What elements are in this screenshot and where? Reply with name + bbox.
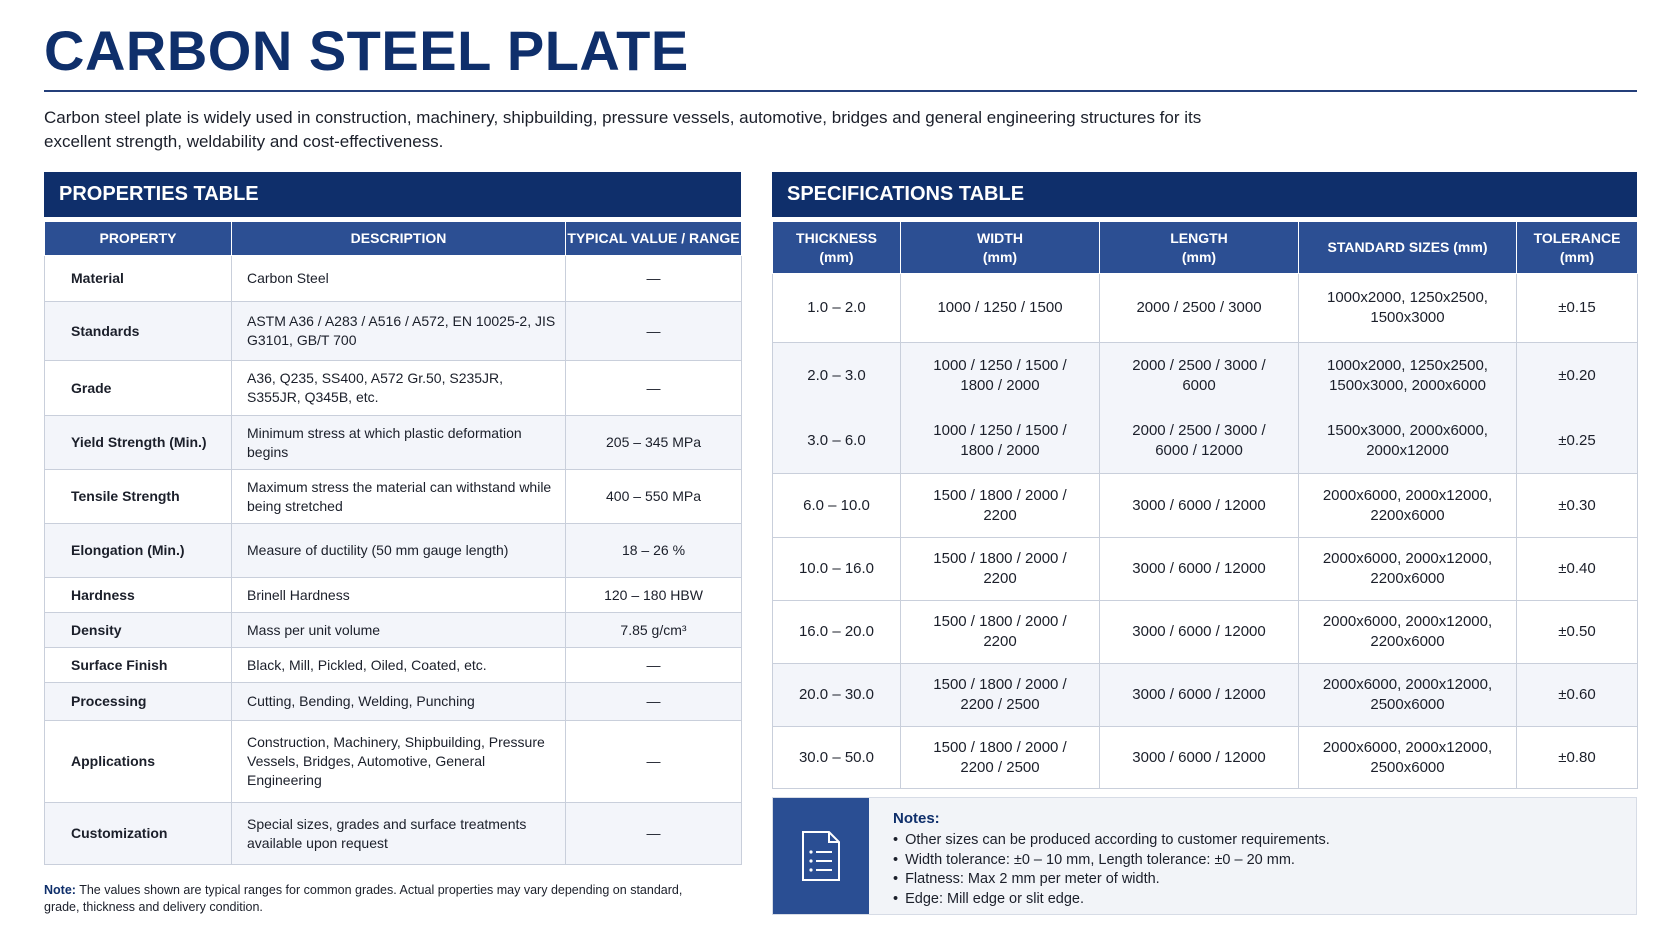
width-cell: 1000 / 1250 / 1500 / 1800 / 2000 [901, 343, 1100, 410]
property-name: Elongation (Min.) [45, 524, 232, 578]
property-name: Hardness [45, 578, 232, 613]
thickness-cell: 1.0 – 2.0 [773, 274, 901, 343]
table-row [45, 256, 742, 302]
column-header-description: DESCRIPTION [232, 222, 566, 256]
thickness-cell: 16.0 – 20.0 [773, 601, 901, 664]
property-name: Applications [45, 721, 232, 803]
table-row [45, 803, 742, 865]
tolerance-cell: ±0.80 [1517, 727, 1638, 789]
properties-footnote [44, 882, 694, 916]
width-cell: 1500 / 1800 / 2000 / 2200 [901, 538, 1100, 601]
length-cell: 2000 / 2500 / 3000 / 6000 [1100, 343, 1299, 410]
column-header-thickness: THICKNESS (mm) [773, 222, 901, 274]
property-value: 7.85 g/cm³ [566, 613, 742, 648]
document-list-icon [773, 798, 869, 914]
column-header-standard-sizes: STANDARD SIZES (mm) [1299, 222, 1517, 274]
table-row [773, 664, 1638, 727]
table-row [45, 648, 742, 683]
width-cell: 1500 / 1800 / 2000 / 2200 / 2500 [901, 727, 1100, 789]
property-value: — [566, 721, 742, 803]
table-row [773, 474, 1638, 538]
thickness-cell: 2.0 – 3.0 [773, 343, 901, 410]
length-cell: 2000 / 2500 / 3000 / 6000 / 12000 [1100, 410, 1299, 474]
property-description: Minimum stress at which plastic deformation begins [232, 416, 566, 470]
width-cell: 1500 / 1800 / 2000 / 2200 / 2500 [901, 664, 1100, 727]
footnote-text: The values shown are typical ranges for common grades. Actual properties may vary depending on standard, grade, thickness and delivery condition. [44, 883, 683, 914]
specifications-table-heading: SPECIFICATIONS TABLE [772, 172, 1637, 217]
column-header-property: PROPERTY [45, 222, 232, 256]
table-row [773, 274, 1638, 343]
property-name: Customization [45, 803, 232, 865]
standard-sizes-cell: 1000x2000, 1250x2500, 1500x3000 [1299, 274, 1517, 343]
table-row [773, 601, 1638, 664]
table-row [773, 410, 1638, 474]
thickness-cell: 20.0 – 30.0 [773, 664, 901, 727]
table-row [773, 538, 1638, 601]
property-value: 205 – 345 MPa [566, 416, 742, 470]
standard-sizes-cell: 1500x3000, 2000x6000, 2000x12000 [1299, 410, 1517, 474]
property-value: — [566, 803, 742, 865]
property-name: Tensile Strength [45, 470, 232, 524]
tolerance-cell: ±0.50 [1517, 601, 1638, 664]
list-item: • Width tolerance: ±0 – 10 mm, Length tolerance: ±0 – 20 mm. [893, 851, 1330, 871]
thickness-cell: 30.0 – 50.0 [773, 727, 901, 789]
property-value: — [566, 648, 742, 683]
width-cell: 1500 / 1800 / 2000 / 2200 [901, 474, 1100, 538]
property-description: Special sizes, grades and surface treatments available upon request [232, 803, 566, 865]
table-row [45, 721, 742, 803]
property-description: Black, Mill, Pickled, Oiled, Coated, etc. [232, 648, 566, 683]
property-description: ASTM A36 / A283 / A516 / A572, EN 10025-2, JIS G3101, GB/T 700 [232, 302, 566, 361]
standard-sizes-cell: 2000x6000, 2000x12000, 2500x6000 [1299, 664, 1517, 727]
tolerance-cell: ±0.30 [1517, 474, 1638, 538]
standard-sizes-cell: 2000x6000, 2000x12000, 2200x6000 [1299, 474, 1517, 538]
list-item: • Flatness: Max 2 mm per meter of width. [893, 870, 1330, 890]
properties-table [44, 221, 742, 865]
property-description: Construction, Machinery, Shipbuilding, Pressure Vessels, Bridges, Automotive, General Engineering [232, 721, 566, 803]
page-title: CARBON STEEL PLATE [44, 19, 689, 82]
property-description: Cutting, Bending, Welding, Punching [232, 683, 566, 721]
standard-sizes-cell: 2000x6000, 2000x12000, 2200x6000 [1299, 601, 1517, 664]
table-row [45, 416, 742, 470]
property-value: 400 – 550 MPa [566, 470, 742, 524]
notes-list [893, 831, 1330, 909]
properties-table-heading: PROPERTIES TABLE [44, 172, 741, 217]
specifications-table [772, 221, 1638, 789]
column-header-width: WIDTH (mm) [901, 222, 1100, 274]
property-name: Surface Finish [45, 648, 232, 683]
column-header-length: LENGTH (mm) [1100, 222, 1299, 274]
property-value: 120 – 180 HBW [566, 578, 742, 613]
tolerance-cell: ±0.20 [1517, 343, 1638, 410]
length-cell: 3000 / 6000 / 12000 [1100, 601, 1299, 664]
property-value: 18 – 26 % [566, 524, 742, 578]
thickness-cell: 3.0 – 6.0 [773, 410, 901, 474]
list-item: • Edge: Mill edge or slit edge. [893, 890, 1330, 910]
list-item: • Other sizes can be produced according to customer requirements. [893, 831, 1330, 851]
length-cell: 3000 / 6000 / 12000 [1100, 538, 1299, 601]
table-row [45, 302, 742, 361]
tolerance-cell: ±0.40 [1517, 538, 1638, 601]
table-row [773, 727, 1638, 789]
width-cell: 1000 / 1250 / 1500 [901, 274, 1100, 343]
property-name: Grade [45, 361, 232, 416]
property-description: A36, Q235, SS400, A572 Gr.50, S235JR, S355JR, Q345B, etc. [232, 361, 566, 416]
length-cell: 3000 / 6000 / 12000 [1100, 664, 1299, 727]
property-description: Mass per unit volume [232, 613, 566, 648]
column-header-typical-value: TYPICAL VALUE / RANGE [566, 222, 742, 256]
thickness-cell: 10.0 – 16.0 [773, 538, 901, 601]
width-cell: 1000 / 1250 / 1500 / 1800 / 2000 [901, 410, 1100, 474]
table-row [773, 343, 1638, 410]
standard-sizes-cell: 1000x2000, 1250x2500, 1500x3000, 2000x6000 [1299, 343, 1517, 410]
standard-sizes-cell: 2000x6000, 2000x12000, 2200x6000 [1299, 538, 1517, 601]
length-cell: 3000 / 6000 / 12000 [1100, 727, 1299, 789]
tolerance-cell: ±0.60 [1517, 664, 1638, 727]
property-name: Material [45, 256, 232, 302]
thickness-cell: 6.0 – 10.0 [773, 474, 901, 538]
notes-box [772, 797, 1637, 915]
intro-paragraph: Carbon steel plate is widely used in construction, machinery, shipbuilding, pressure vessels, automotive, bridges and general engineering structures for its excellent strength, weldability and cost-effectiveness. [44, 108, 1202, 151]
property-value: — [566, 302, 742, 361]
tolerance-cell: ±0.25 [1517, 410, 1638, 474]
property-description: Measure of ductility (50 mm gauge length) [232, 524, 566, 578]
property-name: Standards [45, 302, 232, 361]
notes-title: Notes: [893, 810, 940, 827]
column-header-tolerance: TOLERANCE (mm) [1517, 222, 1638, 274]
standard-sizes-cell: 2000x6000, 2000x12000, 2500x6000 [1299, 727, 1517, 789]
title-divider [44, 90, 1637, 92]
table-row [45, 524, 742, 578]
table-row [45, 683, 742, 721]
tolerance-cell: ±0.15 [1517, 274, 1638, 343]
table-row [45, 613, 742, 648]
property-description: Maximum stress the material can withstand while being stretched [232, 470, 566, 524]
property-value: — [566, 361, 742, 416]
footnote-label: Note: [44, 883, 76, 897]
property-value: — [566, 683, 742, 721]
width-cell: 1500 / 1800 / 2000 / 2200 [901, 601, 1100, 664]
property-name: Processing [45, 683, 232, 721]
table-row [45, 470, 742, 524]
table-row [45, 578, 742, 613]
table-row [45, 361, 742, 416]
property-description: Brinell Hardness [232, 578, 566, 613]
property-value: — [566, 256, 742, 302]
property-name: Density [45, 613, 232, 648]
length-cell: 3000 / 6000 / 12000 [1100, 474, 1299, 538]
property-description: Carbon Steel [232, 256, 566, 302]
length-cell: 2000 / 2500 / 3000 [1100, 274, 1299, 343]
property-name: Yield Strength (Min.) [45, 416, 232, 470]
